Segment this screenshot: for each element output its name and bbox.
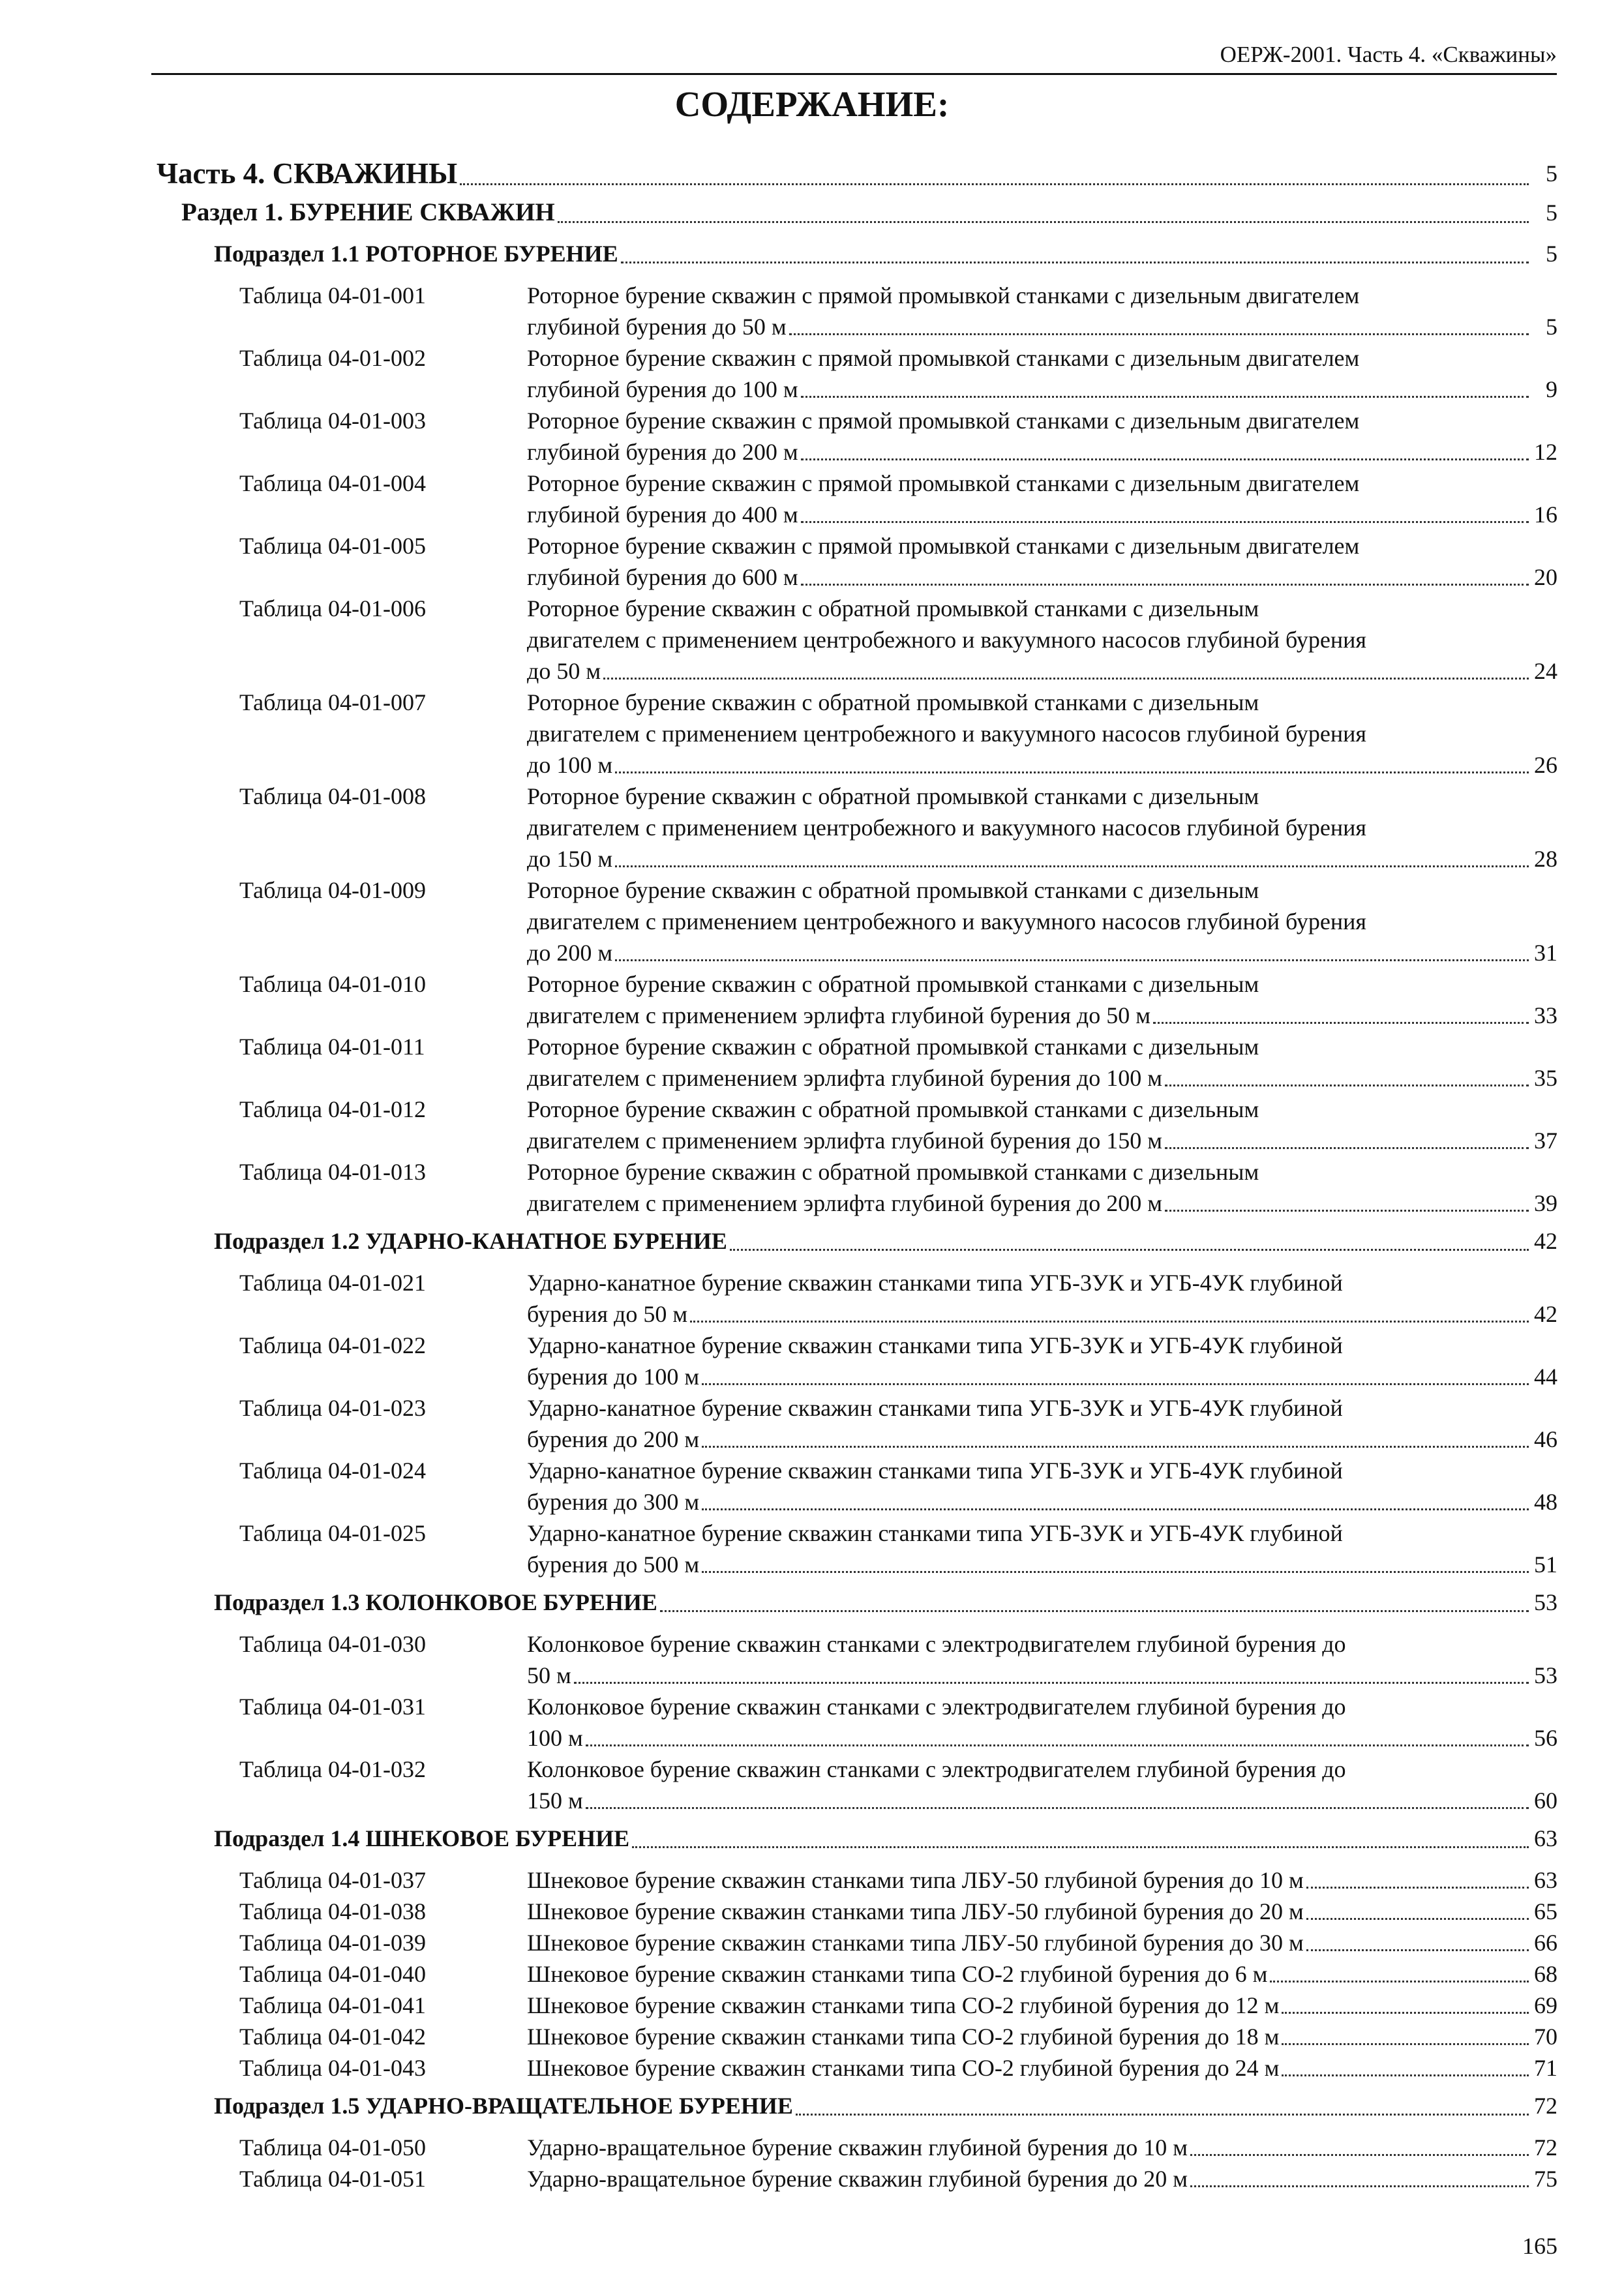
- toc-table-entry[interactable]: [0, 781, 1624, 875]
- toc-table-entry[interactable]: [0, 2163, 1624, 2194]
- toc-table-entry[interactable]: [0, 1691, 1624, 1754]
- toc-subsection[interactable]: [214, 2087, 1557, 2124]
- toc-entry-code: Таблица 04-01-004: [239, 470, 426, 496]
- table-of-contents: [0, 153, 1624, 2194]
- toc-entry-title: [527, 1330, 1557, 1392]
- toc-entry-title-last-line: Ударно-вращательное бурение скважин глубиной бурения до 10 м: [527, 2134, 1188, 2161]
- toc-entry-page: 16: [1534, 501, 1557, 528]
- dot-leader: [801, 396, 1529, 398]
- toc-entry-title: [527, 1628, 1557, 1691]
- toc-entry-title-line: Роторное бурение скважин с обратной промывкой станками с дизельным: [527, 1096, 1259, 1122]
- toc-entry-page: 48: [1534, 1489, 1557, 1515]
- dot-leader: [702, 1383, 1529, 1385]
- toc-part-label: Часть 4. СКВАЖИНЫ: [157, 157, 458, 190]
- toc-table-entry[interactable]: [0, 1031, 1624, 1094]
- dot-leader: [789, 333, 1529, 335]
- toc-entry-page: 51: [1534, 1551, 1557, 1578]
- toc-entry-page: 39: [1534, 1190, 1557, 1216]
- toc-entry-page: 37: [1534, 1128, 1557, 1154]
- toc-entry-code: Таблица 04-01-040: [239, 1961, 426, 1987]
- toc-entry-page: 28: [1534, 846, 1557, 872]
- toc-entry-page: 24: [1534, 658, 1557, 684]
- toc-entry-title-last-line: бурения до 300 м: [527, 1489, 700, 1515]
- toc-entry-title-line: Ударно-канатное бурение скважин станками типа УГБ-3УК и УГБ-4УК глубиной: [527, 1270, 1343, 1296]
- toc-entry-page: 68: [1534, 1961, 1557, 1987]
- toc-entry-title: [527, 1156, 1557, 1219]
- dot-leader: [796, 2114, 1529, 2116]
- toc-entry-title-line: Роторное бурение скважин с прямой промывкой станками с дизельным двигателем: [527, 345, 1360, 371]
- dot-leader: [615, 771, 1529, 773]
- toc-entry-page: 66: [1534, 1930, 1557, 1956]
- toc-entry-title-line: двигателем с применением центробежного и вакуумного насосов глубиной бурения: [527, 815, 1366, 841]
- toc-entry-title: [527, 1392, 1557, 1455]
- toc-entry-page: 9: [1546, 376, 1557, 402]
- toc-entry-code: Таблица 04-01-038: [239, 1898, 426, 1924]
- toc-entry-title-line: Роторное бурение скважин с обратной промывкой станками с дизельным: [527, 971, 1259, 997]
- toc-entry-title: [527, 342, 1557, 405]
- toc-entry-code: Таблица 04-01-005: [239, 533, 426, 559]
- toc-entry-title-last-line: 100 м: [527, 1725, 583, 1751]
- toc-entry-title: [527, 530, 1557, 593]
- toc-table-entry[interactable]: [0, 1156, 1624, 1219]
- toc-subsection-page: 63: [1534, 1825, 1557, 1851]
- toc-entry-title: [527, 968, 1557, 1031]
- toc-table-entry[interactable]: [0, 405, 1624, 468]
- toc-entry-title: [527, 781, 1557, 875]
- dot-leader: [702, 1571, 1529, 1573]
- dot-leader: [1306, 1918, 1529, 1920]
- toc-subsection-page: 5: [1546, 241, 1557, 267]
- toc-entry-page: 63: [1534, 1867, 1557, 1893]
- toc-subsection-page: 53: [1534, 1589, 1557, 1615]
- dot-leader: [730, 1249, 1529, 1251]
- toc-entry-title-last-line: Шнековое бурение скважин станками типа ЛБУ-50 глубиной бурения до 30 м: [527, 1930, 1304, 1956]
- toc-table-entry[interactable]: [0, 1094, 1624, 1156]
- toc-entry-title-last-line: 50 м: [527, 1662, 571, 1688]
- dot-leader: [1165, 1147, 1529, 1149]
- toc-entry-code: Таблица 04-01-037: [239, 1867, 426, 1893]
- toc-entry-title: [527, 1691, 1557, 1754]
- dot-leader: [1282, 2043, 1529, 2045]
- toc-table-entry[interactable]: [0, 2021, 1624, 2052]
- toc-entry-title-line: Роторное бурение скважин с обратной промывкой станками с дизельным: [527, 595, 1259, 621]
- toc-table-entry[interactable]: [0, 593, 1624, 687]
- toc-entry-page: 46: [1534, 1426, 1557, 1452]
- toc-entry-title: [527, 1754, 1557, 1816]
- toc-entry-title: [527, 1094, 1557, 1156]
- toc-entry-title-line: Ударно-канатное бурение скважин станками типа УГБ-3УК и УГБ-4УК глубиной: [527, 1458, 1343, 1484]
- toc-entry-title-last-line: глубиной бурения до 100 м: [527, 376, 798, 402]
- toc-entry-title: [527, 593, 1557, 687]
- toc-table-entry[interactable]: [0, 2132, 1624, 2163]
- toc-table-entry[interactable]: [0, 968, 1624, 1031]
- toc-entry-title: [527, 1267, 1557, 1330]
- toc-table-entry[interactable]: [0, 1896, 1624, 1927]
- dot-leader: [574, 1682, 1529, 1684]
- toc-entry-code: Таблица 04-01-051: [239, 2166, 426, 2192]
- toc-entry-title: [527, 1896, 1557, 1927]
- toc-section-label: Раздел 1. БУРЕНИЕ СКВАЖИН: [181, 198, 555, 226]
- dot-leader: [801, 521, 1529, 523]
- toc-entry-title: [527, 1927, 1557, 1958]
- toc-table-entry[interactable]: [0, 875, 1624, 968]
- dot-leader: [615, 865, 1529, 867]
- toc-subsection-page: 72: [1534, 2093, 1557, 2119]
- toc-table-entry[interactable]: [0, 1990, 1624, 2021]
- toc-entry-title-line: Роторное бурение скважин с обратной промывкой станками с дизельным: [527, 689, 1259, 715]
- toc-entry-title-last-line: бурения до 200 м: [527, 1426, 700, 1452]
- toc-entry-title-last-line: до 50 м: [527, 658, 601, 684]
- toc-entry-code: Таблица 04-01-003: [239, 408, 426, 434]
- toc-entry-code: Таблица 04-01-010: [239, 971, 426, 997]
- toc-entry-title-last-line: двигателем с применением эрлифта глубиной бурения до 150 м: [527, 1128, 1162, 1154]
- toc-entry-title-last-line: двигателем с применением эрлифта глубиной бурения до 200 м: [527, 1190, 1162, 1216]
- toc-entry-title: [527, 1990, 1557, 2021]
- toc-entry-code: Таблица 04-01-031: [239, 1694, 426, 1720]
- toc-subsection-label: Подраздел 1.1 РОТОРНОЕ БУРЕНИЕ: [214, 241, 618, 267]
- toc-entry-title-last-line: Шнековое бурение скважин станками типа СО-2 глубиной бурения до 24 м: [527, 2055, 1280, 2081]
- toc-entry-code: Таблица 04-01-022: [239, 1332, 426, 1358]
- toc-entry-code: Таблица 04-01-008: [239, 783, 426, 809]
- dot-leader: [1282, 2074, 1529, 2076]
- toc-entry-code: Таблица 04-01-043: [239, 2055, 426, 2081]
- dot-leader: [660, 1610, 1529, 1612]
- toc-entry-code: Таблица 04-01-032: [239, 1756, 426, 1782]
- toc-table-entry[interactable]: [0, 530, 1624, 593]
- running-header: ОЕРЖ-2001. Часть 4. «Скважины»: [151, 39, 1557, 75]
- toc-entry-code: Таблица 04-01-050: [239, 2134, 426, 2161]
- toc-subsection[interactable]: [214, 235, 1557, 272]
- toc-table-entry[interactable]: [0, 468, 1624, 530]
- toc-entry-code: Таблица 04-01-007: [239, 689, 426, 715]
- dot-leader: [1190, 2154, 1529, 2156]
- toc-entry-code: Таблица 04-01-006: [239, 595, 426, 621]
- toc-entry-title: [527, 1864, 1557, 1896]
- toc-entry-title-last-line: бурения до 500 м: [527, 1551, 700, 1578]
- toc-entry-page: 20: [1534, 564, 1557, 590]
- toc-entry-title-last-line: Шнековое бурение скважин станками типа СО-2 глубиной бурения до 6 м: [527, 1961, 1268, 1987]
- toc-entry-title-last-line: Шнековое бурение скважин станками типа СО-2 глубиной бурения до 12 м: [527, 1992, 1280, 2018]
- dot-leader: [586, 1744, 1529, 1746]
- toc-subsection[interactable]: [214, 1584, 1557, 1621]
- dot-leader: [460, 183, 1529, 185]
- toc-entry-page: 31: [1534, 940, 1557, 966]
- toc-table-entry[interactable]: [0, 687, 1624, 781]
- toc-entry-page: 35: [1534, 1065, 1557, 1091]
- toc-entry-page: 75: [1534, 2166, 1557, 2192]
- toc-entry-title-line: Колонковое бурение скважин станками с электродвигателем глубиной бурения до: [527, 1694, 1346, 1720]
- dot-leader: [1306, 1949, 1529, 1951]
- toc-entry-title-last-line: до 100 м: [527, 752, 613, 778]
- toc-subsection-page: 42: [1534, 1228, 1557, 1254]
- dot-leader: [801, 458, 1529, 460]
- toc-table-entry[interactable]: [0, 1958, 1624, 1990]
- dot-leader: [1306, 1887, 1529, 1889]
- page-number: 165: [1522, 2233, 1557, 2259]
- toc-entry-title: [527, 2132, 1557, 2163]
- toc-table-entry[interactable]: [0, 1392, 1624, 1455]
- toc-entry-title-line: Ударно-канатное бурение скважин станками типа УГБ-3УК и УГБ-4УК глубиной: [527, 1520, 1343, 1546]
- toc-part[interactable]: [157, 153, 1557, 194]
- dot-leader: [615, 959, 1529, 961]
- toc-subsection[interactable]: [214, 1820, 1557, 1857]
- toc-subsection-label: Подраздел 1.5 УДАРНО-ВРАЩАТЕЛЬНОЕ БУРЕНИЕ: [214, 2093, 793, 2119]
- toc-entry-title: [527, 280, 1557, 342]
- toc-entry-code: Таблица 04-01-002: [239, 345, 426, 371]
- toc-entry-title-last-line: бурения до 100 м: [527, 1364, 700, 1390]
- toc-entry-title-line: Роторное бурение скважин с обратной промывкой станками с дизельным: [527, 877, 1259, 903]
- toc-entry-title: [527, 405, 1557, 468]
- toc-entry-code: Таблица 04-01-024: [239, 1458, 426, 1484]
- toc-table-entry[interactable]: [0, 342, 1624, 405]
- dot-leader: [558, 221, 1529, 223]
- toc-entry-title: [527, 875, 1557, 968]
- dot-leader: [621, 262, 1529, 263]
- toc-entry-title: [527, 2052, 1557, 2084]
- toc-entry-title: [527, 2163, 1557, 2194]
- toc-entry-title-line: Ударно-канатное бурение скважин станками типа УГБ-3УК и УГБ-4УК глубиной: [527, 1332, 1343, 1358]
- toc-entry-title: [527, 1958, 1557, 1990]
- toc-table-entry[interactable]: [0, 1518, 1624, 1580]
- toc-part-page: 5: [1546, 160, 1557, 187]
- page-title: СОДЕРЖАНИЕ:: [674, 84, 950, 124]
- toc-entry-title: [527, 1518, 1557, 1580]
- toc-entry-title-last-line: глубиной бурения до 200 м: [527, 439, 798, 465]
- toc-table-entry[interactable]: [0, 1330, 1624, 1392]
- toc-entry-code: Таблица 04-01-030: [239, 1631, 426, 1657]
- toc-section[interactable]: [181, 194, 1557, 232]
- toc-entry-title: [527, 687, 1557, 781]
- toc-subsection-label: Подраздел 1.2 УДАРНО-КАНАТНОЕ БУРЕНИЕ: [214, 1228, 727, 1254]
- toc-entry-title-line: Роторное бурение скважин с обратной промывкой станками с дизельным: [527, 1034, 1259, 1060]
- toc-table-entry[interactable]: [0, 1927, 1624, 1958]
- toc-entry-title: [527, 468, 1557, 530]
- toc-entry-code: Таблица 04-01-012: [239, 1096, 426, 1122]
- dot-leader: [632, 1846, 1529, 1848]
- toc-entry-page: 42: [1534, 1301, 1557, 1327]
- toc-entry-page: 70: [1534, 2024, 1557, 2050]
- toc-entry-title-last-line: двигателем с применением эрлифта глубиной бурения до 100 м: [527, 1065, 1162, 1091]
- toc-section-page: 5: [1546, 200, 1557, 226]
- dot-leader: [801, 584, 1529, 586]
- toc-table-entry[interactable]: [0, 280, 1624, 342]
- toc-entry-page: 5: [1546, 314, 1557, 340]
- toc-entry-title-last-line: до 150 м: [527, 846, 613, 872]
- toc-entry-page: 26: [1534, 752, 1557, 778]
- toc-entry-title-last-line: Шнековое бурение скважин станками типа ЛБУ-50 глубиной бурения до 20 м: [527, 1898, 1304, 1924]
- dot-leader: [586, 1807, 1529, 1809]
- toc-table-entry[interactable]: [0, 1455, 1624, 1518]
- toc-entry-page: 56: [1534, 1725, 1557, 1751]
- dot-leader: [1282, 2012, 1529, 2014]
- toc-entry-title-line: Роторное бурение скважин с прямой промывкой станками с дизельным двигателем: [527, 282, 1360, 308]
- toc-entry-code: Таблица 04-01-001: [239, 282, 426, 308]
- toc-table-entry[interactable]: [0, 2052, 1624, 2084]
- toc-entry-title-last-line: двигателем с применением эрлифта глубиной бурения до 50 м: [527, 1002, 1150, 1028]
- toc-entry-code: Таблица 04-01-011: [239, 1034, 425, 1060]
- toc-subsection-label: Подраздел 1.3 КОЛОНКОВОЕ БУРЕНИЕ: [214, 1589, 657, 1615]
- dot-leader: [1165, 1210, 1529, 1212]
- toc-entry-page: 60: [1534, 1788, 1557, 1814]
- toc-entry-title-line: двигателем с применением центробежного и вакуумного насосов глубиной бурения: [527, 908, 1366, 935]
- toc-entry-code: Таблица 04-01-041: [239, 1992, 426, 2018]
- toc-entry-title-line: Роторное бурение скважин с обратной промывкой станками с дизельным: [527, 1159, 1259, 1185]
- toc-entry-page: 53: [1534, 1662, 1557, 1688]
- toc-subsection-label: Подраздел 1.4 ШНЕКОВОЕ БУРЕНИЕ: [214, 1825, 630, 1851]
- toc-entry-title: [527, 2021, 1557, 2052]
- toc-entry-title-line: двигателем с применением центробежного и вакуумного насосов глубиной бурения: [527, 721, 1366, 747]
- dot-leader: [1165, 1085, 1529, 1086]
- toc-subsection[interactable]: [214, 1223, 1557, 1259]
- toc-entry-title-line: Колонковое бурение скважин станками с электродвигателем глубиной бурения до: [527, 1756, 1346, 1782]
- toc-table-entry[interactable]: [0, 1754, 1624, 1816]
- toc-entry-code: Таблица 04-01-042: [239, 2024, 426, 2050]
- dot-leader: [1153, 1022, 1529, 1024]
- toc-table-entry[interactable]: [0, 1628, 1624, 1691]
- toc-entry-title-last-line: бурения до 50 м: [527, 1301, 688, 1327]
- toc-entry-page: 72: [1534, 2134, 1557, 2161]
- toc-entry-title-last-line: 150 м: [527, 1788, 583, 1814]
- toc-entry-title-line: Роторное бурение скважин с прямой промывкой станками с дизельным двигателем: [527, 533, 1360, 559]
- toc-entry-title: [527, 1031, 1557, 1094]
- toc-table-entry[interactable]: [0, 1267, 1624, 1330]
- dot-leader: [603, 678, 1529, 680]
- toc-entry-code: Таблица 04-01-023: [239, 1395, 426, 1421]
- toc-entry-title-last-line: глубиной бурения до 600 м: [527, 564, 798, 590]
- toc-table-entry[interactable]: [0, 1864, 1624, 1896]
- toc-entry-page: 44: [1534, 1364, 1557, 1390]
- toc-entry-code: Таблица 04-01-025: [239, 1520, 426, 1546]
- dot-leader: [1270, 1981, 1529, 1982]
- toc-entry-title-line: Роторное бурение скважин с прямой промывкой станками с дизельным двигателем: [527, 408, 1360, 434]
- toc-entry-code: Таблица 04-01-013: [239, 1159, 426, 1185]
- toc-subsections: [0, 235, 1624, 2194]
- toc-entry-page: 71: [1534, 2055, 1557, 2081]
- toc-entry-code: Таблица 04-01-009: [239, 877, 426, 903]
- toc-entry-title-last-line: Шнековое бурение скважин станками типа СО-2 глубиной бурения до 18 м: [527, 2024, 1280, 2050]
- dot-leader: [690, 1321, 1529, 1323]
- toc-entry-page: 69: [1534, 1992, 1557, 2018]
- toc-entry-title-last-line: Шнековое бурение скважин станками типа ЛБУ-50 глубиной бурения до 10 м: [527, 1867, 1304, 1893]
- toc-entry-title: [527, 1455, 1557, 1518]
- dot-leader: [702, 1446, 1529, 1448]
- toc-entry-title-line: двигателем с применением центробежного и вакуумного насосов глубиной бурения: [527, 627, 1366, 653]
- toc-entry-page: 65: [1534, 1898, 1557, 1924]
- toc-entry-title-last-line: глубиной бурения до 400 м: [527, 501, 798, 528]
- toc-entry-title-line: Ударно-канатное бурение скважин станками типа УГБ-3УК и УГБ-4УК глубиной: [527, 1395, 1343, 1421]
- dot-leader: [1190, 2185, 1529, 2187]
- toc-entry-code: Таблица 04-01-021: [239, 1270, 426, 1296]
- toc-entry-title-last-line: глубиной бурения до 50 м: [527, 314, 787, 340]
- toc-entry-title-line: Роторное бурение скважин с обратной промывкой станками с дизельным: [527, 783, 1259, 809]
- toc-entry-title-line: Роторное бурение скважин с прямой промывкой станками с дизельным двигателем: [527, 470, 1360, 496]
- toc-entry-title-line: Колонковое бурение скважин станками с электродвигателем глубиной бурения до: [527, 1631, 1346, 1657]
- toc-entry-page: 12: [1534, 439, 1557, 465]
- dot-leader: [702, 1508, 1529, 1510]
- toc-entry-page: 33: [1534, 1002, 1557, 1028]
- toc-entry-title-last-line: Ударно-вращательное бурение скважин глубиной бурения до 20 м: [527, 2166, 1188, 2192]
- toc-entry-code: Таблица 04-01-039: [239, 1930, 426, 1956]
- toc-entry-title-last-line: до 200 м: [527, 940, 613, 966]
